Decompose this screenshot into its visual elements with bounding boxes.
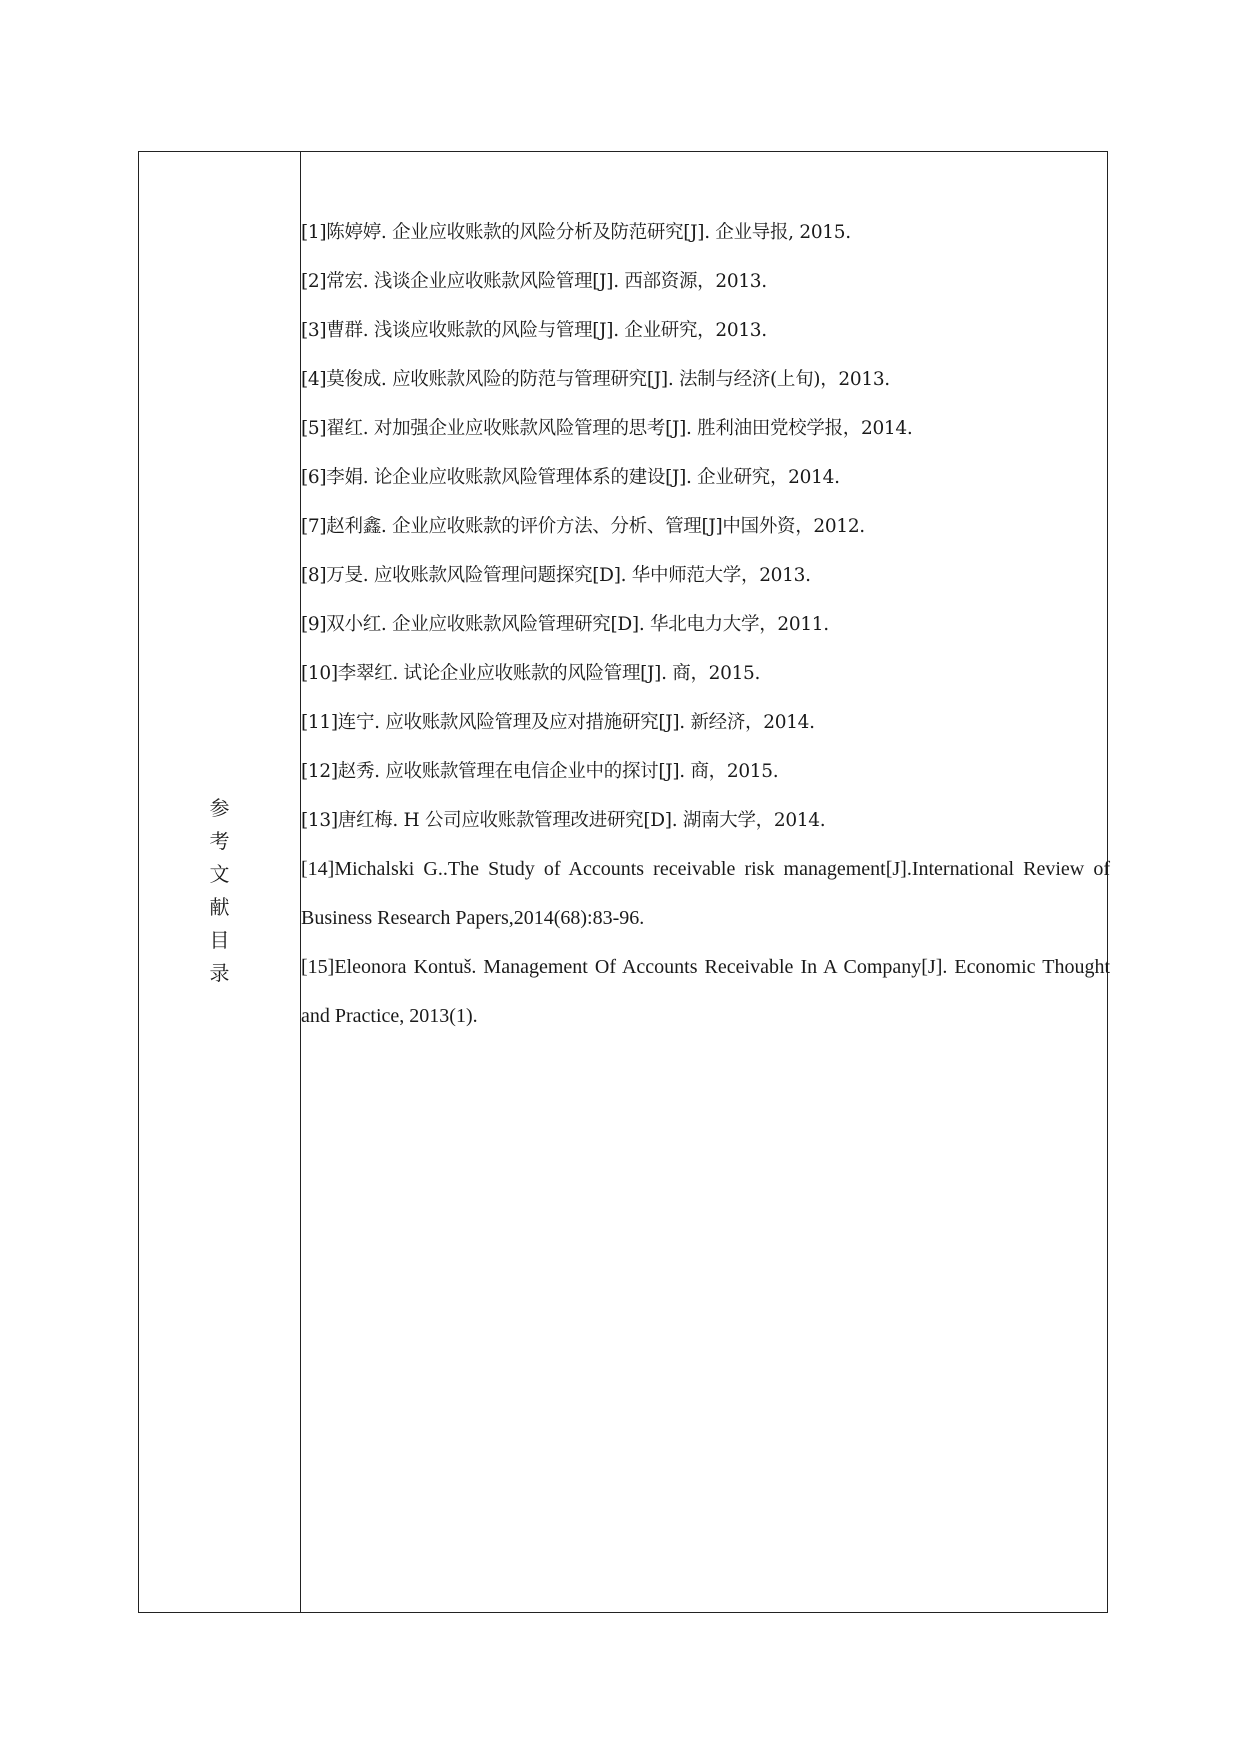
reference-item: [14]Michalski G..The Study of Accounts receivable risk management[J].International Review of Business Research Papers,2014(68):83-96.	[301, 858, 1110, 929]
reference-item: [8]万旻. 应收账款风险管理问题探究[D]. 华中师范大学，2013.	[301, 565, 811, 586]
reference-item: [11]连宁. 应收账款风险管理及应对措施研究[J]. 新经济，2014.	[301, 712, 815, 733]
reference-item: [13]唐红梅. H 公司应收账款管理改进研究[D]. 湖南大学，2014.	[301, 810, 826, 831]
reference-list	[301, 208, 1110, 1041]
reference-item: [12]赵秀. 应收账款管理在电信企业中的探讨[J]. 商，2015.	[301, 761, 779, 782]
section-label-char: 文	[209, 862, 230, 886]
section-label-cell	[139, 152, 301, 1612]
reference-item: [1]陈婷婷. 企业应收账款的风险分析及防范研究[J]. 企业导报, 2015.	[301, 222, 851, 243]
references-form-table	[138, 151, 1108, 1613]
section-label-char: 录	[209, 961, 230, 985]
section-label	[139, 792, 300, 990]
reference-item: [5]翟红. 对加强企业应收账款风险管理的思考[J]. 胜利油田党校学报，2014.	[301, 418, 913, 439]
reference-item: [3]曹群. 浅谈应收账款的风险与管理[J]. 企业研究，2013.	[301, 320, 767, 341]
reference-item: [4]莫俊成. 应收账款风险的防范与管理研究[J]. 法制与经济(上旬)，2013.	[301, 369, 890, 390]
section-label-char: 考	[209, 829, 230, 853]
reference-item: [9]双小红. 企业应收账款风险管理研究[D]. 华北电力大学，2011.	[301, 614, 829, 635]
reference-item: [6]李娟. 论企业应收账款风险管理体系的建设[J]. 企业研究，2014.	[301, 467, 840, 488]
references-content-cell	[301, 152, 1110, 1612]
reference-item: [10]李翠红. 试论企业应收账款的风险管理[J]. 商，2015.	[301, 663, 761, 684]
reference-item: [2]常宏. 浅谈企业应收账款风险管理[J]. 西部资源，2013.	[301, 271, 767, 292]
reference-item: [7]赵利鑫. 企业应收账款的评价方法、分析、管理[J]中国外资，2012.	[301, 516, 865, 537]
reference-item: [15]Eleonora Kontuš. Management Of Accounts Receivable In A Company[J]. Economic Thought and Practice, 2013(1).	[301, 956, 1110, 1027]
section-label-char: 目	[209, 928, 230, 952]
section-label-char: 参	[209, 796, 230, 820]
section-label-char: 献	[209, 895, 230, 919]
